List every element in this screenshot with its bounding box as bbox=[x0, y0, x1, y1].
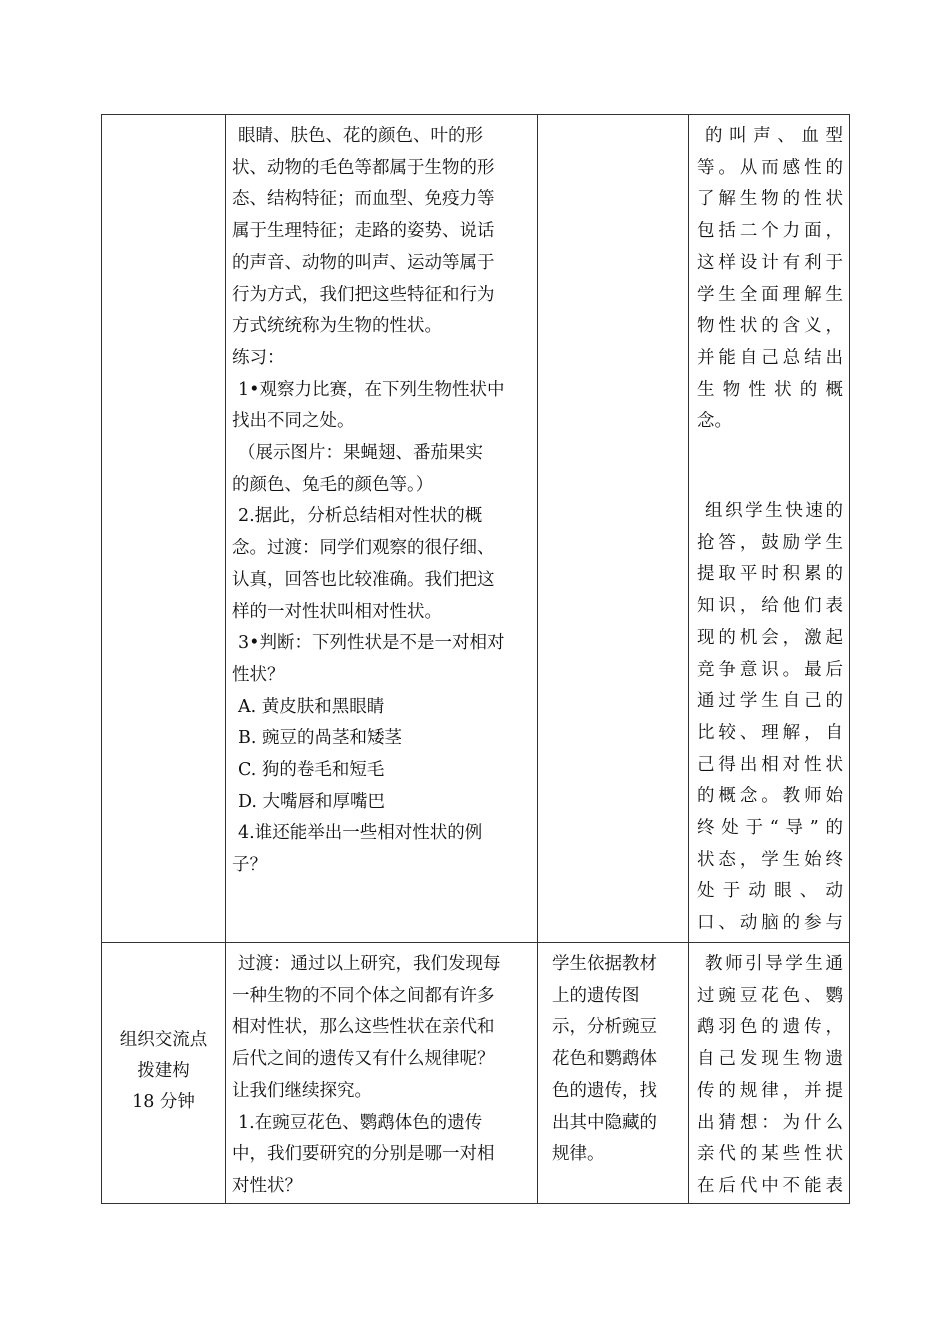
text-line: 上的遗传图 bbox=[552, 985, 640, 1006]
text-line: 处于动眼、动 bbox=[697, 881, 843, 902]
design-intent-cell bbox=[689, 943, 850, 1204]
teacher-activity-text bbox=[226, 115, 537, 882]
text-line: 的叫声、血型 bbox=[705, 126, 843, 146]
text-line: 念。过渡：同学们观察的很仔细、 bbox=[232, 538, 495, 559]
text-line: 比较、理解，自 bbox=[697, 722, 843, 743]
stage-title bbox=[102, 943, 225, 1118]
text-line: 对性状？ bbox=[232, 1175, 302, 1196]
text-line: 抢答，鼓励学生 bbox=[697, 532, 843, 553]
text-line: 方式统统称为生物的性状。 bbox=[232, 316, 442, 337]
design-intent-cell bbox=[689, 115, 850, 943]
design-intent-text bbox=[689, 943, 849, 1203]
table-row bbox=[102, 115, 850, 943]
text-line: 练习： bbox=[232, 347, 285, 368]
text-line: 眼睛、肤色、花的颜色、叶的形 bbox=[238, 126, 483, 146]
text-line: 传的规律，并提 bbox=[697, 1080, 843, 1101]
text-line: 样的一对性状叫相对性状。 bbox=[232, 601, 442, 622]
student-activity-text bbox=[538, 943, 688, 1171]
text-line: 状态，学生始终 bbox=[697, 849, 843, 870]
text-line: 后代之间的遗传又有什么规律呢？ bbox=[232, 1049, 495, 1070]
student-activity-cell bbox=[538, 943, 689, 1204]
text-line: 在后代中不能表 bbox=[697, 1175, 843, 1196]
text-line: 口、动脑的参与 bbox=[697, 913, 843, 934]
text-line: 通过学生自己的 bbox=[697, 691, 843, 712]
text-line: 己得出相对性状 bbox=[697, 754, 843, 775]
text-line: （展示图片：果蝇翅、番茄果实 bbox=[238, 443, 483, 464]
text-line: 现的机会，激起 bbox=[697, 627, 843, 648]
text-line: 中，我们要研究的分别是哪一对相 bbox=[232, 1144, 495, 1165]
text-line: 亲代的某些性状 bbox=[697, 1144, 843, 1165]
text-line: 属于生理特征；走路的姿势、说话 bbox=[232, 221, 495, 242]
text-line: 花色和鹦鹉体 bbox=[552, 1049, 657, 1070]
text-line: 教师引导学生通 bbox=[705, 954, 843, 974]
text-line: 规律。 bbox=[552, 1144, 605, 1165]
text-line: 并能自己总结出 bbox=[697, 347, 843, 368]
text-line: C. 狗的卷毛和短毛 bbox=[238, 760, 385, 781]
text-line: 态、结构特征；而血型、免疫力等 bbox=[232, 189, 495, 210]
stage-cell bbox=[102, 943, 226, 1204]
text-line: 3•判断：下列性状是不是一对相对 bbox=[238, 633, 505, 654]
text-line: 包括二个力面， bbox=[697, 221, 843, 242]
text-line: 学生依据教材 bbox=[552, 954, 657, 974]
text-line: 2.据此，分析总结相对性状的概 bbox=[238, 506, 483, 527]
text-line: 的概念。教师始 bbox=[697, 786, 843, 807]
text-line: 出其中隐藏的 bbox=[552, 1112, 657, 1133]
text-line: 组织交流点 bbox=[119, 1030, 208, 1050]
text-line: 18 分钟 bbox=[132, 1092, 195, 1112]
text-line: 一种生物的不同个体之间都有许多 bbox=[232, 985, 495, 1006]
teacher-activity-cell bbox=[226, 115, 538, 943]
text-line: 示，分析豌豆 bbox=[552, 1017, 657, 1038]
stage-cell bbox=[102, 115, 226, 943]
text-line: 鹉羽色的遗传， bbox=[697, 1017, 843, 1038]
text-line: 子？ bbox=[232, 855, 267, 876]
text-line: 相对性状，那么这些性状在亲代和 bbox=[232, 1017, 495, 1038]
text-line: 状、动物的毛色等都属于生物的形 bbox=[232, 157, 495, 178]
text-line: 1.在豌豆花色、鹦鹉体色的遗传 bbox=[238, 1112, 483, 1133]
text-line: 1•观察力比赛，在下列生物性状中 bbox=[238, 379, 505, 400]
text-line: 的颜色、兔毛的颜色等。） bbox=[232, 474, 434, 495]
text-line: A. 黄皮肤和黑眼睛 bbox=[238, 696, 385, 717]
text-line: 拨建构 bbox=[137, 1061, 190, 1081]
text-line: 知识，给他们表 bbox=[697, 596, 843, 617]
text-line: 性状？ bbox=[232, 664, 285, 685]
text-line: 了解生物的性状 bbox=[697, 189, 843, 210]
text-line: 找出不同之处。 bbox=[232, 411, 355, 432]
text-line: 学生全面理解生 bbox=[697, 284, 843, 305]
text-line: 的声音、动物的叫声、运动等属于 bbox=[232, 252, 495, 273]
text-line: 行为方式，我们把这些特征和行为 bbox=[232, 284, 495, 305]
table-row bbox=[102, 943, 850, 1204]
text-line: 过豌豆花色、鹦 bbox=[697, 985, 843, 1006]
design-intent-text bbox=[689, 115, 849, 940]
text-line: 让我们继续探究。 bbox=[232, 1080, 372, 1101]
text-line: B. 豌豆的咼茎和矮茎 bbox=[238, 728, 402, 749]
text-line: 认真，回答也比较准确。我们把这 bbox=[232, 569, 495, 590]
text-line: 自己发现生物遗 bbox=[697, 1049, 843, 1070]
text-line: 竞争意识。最后 bbox=[697, 659, 843, 680]
text-line: 物性状的含义， bbox=[697, 316, 843, 337]
text-line: 组织学生快速的 bbox=[705, 501, 843, 522]
text-line: 色的遗传，找 bbox=[552, 1080, 657, 1101]
text-line: 终处于“导”的 bbox=[697, 818, 843, 839]
text-line: 4.谁还能举出一些相对性状的例 bbox=[238, 823, 483, 844]
text-line: 提取平时积累的 bbox=[697, 564, 843, 585]
student-activity-cell bbox=[538, 115, 689, 943]
text-line: 过渡：通过以上研究，我们发现每 bbox=[238, 954, 501, 974]
lesson-plan-table bbox=[101, 114, 850, 1204]
text-line: 这样设计有利于 bbox=[697, 252, 843, 273]
text-line: 等。从而感性的 bbox=[697, 157, 843, 178]
text-line: 念。 bbox=[697, 411, 732, 432]
text-line: D. 大嘴唇和厚嘴巴 bbox=[238, 791, 386, 812]
teacher-activity-text bbox=[226, 943, 537, 1203]
text-line: 出猜想：为什么 bbox=[697, 1112, 843, 1133]
text-line: 生物性状的概 bbox=[697, 379, 843, 400]
teacher-activity-cell bbox=[226, 943, 538, 1204]
